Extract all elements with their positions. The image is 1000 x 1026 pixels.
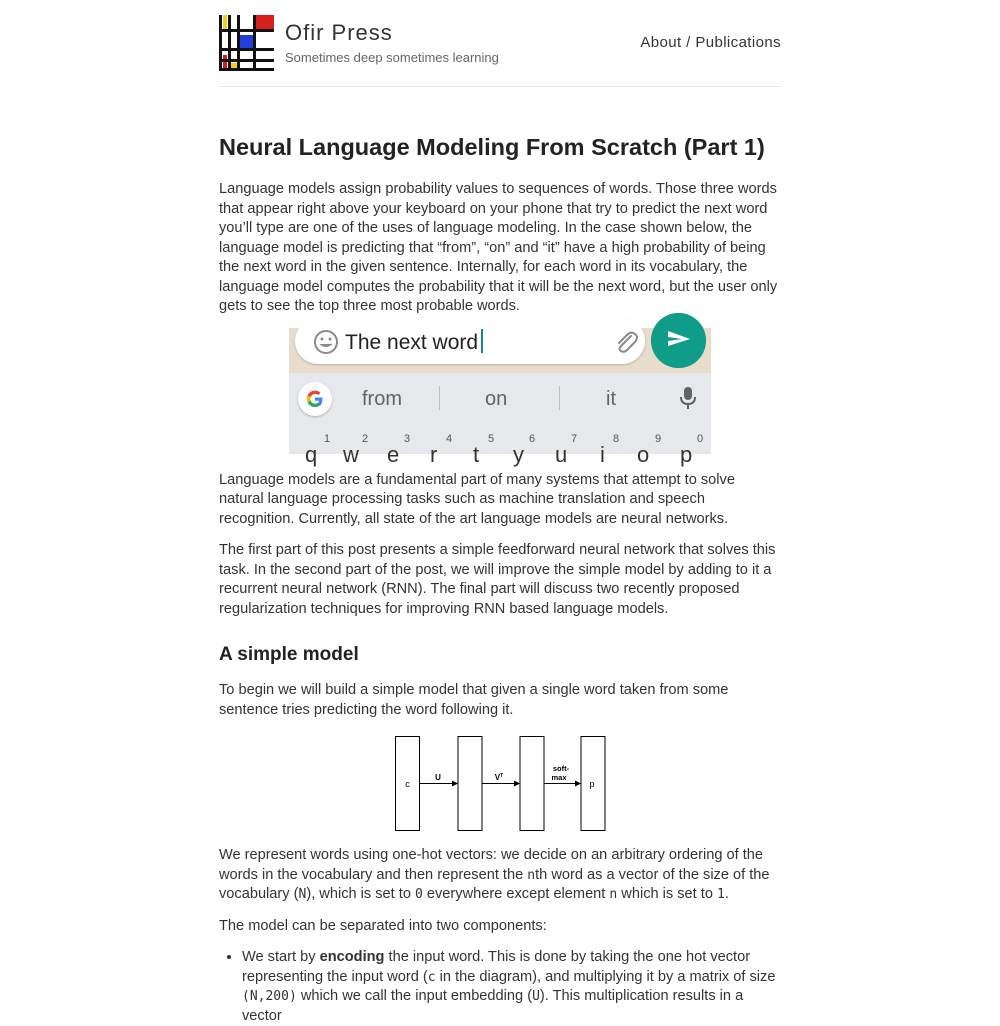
suggestion-separator (439, 386, 440, 410)
post-title: Neural Language Modeling From Scratch (Part 1) (219, 134, 765, 160)
component-list (219, 948, 781, 1026)
diagram-label-vt: $V^T$ (494, 773, 504, 782)
inline-code: n (527, 867, 536, 883)
send-icon (651, 313, 706, 368)
suggestion-on: on (485, 387, 508, 410)
key-letter: t (473, 441, 480, 467)
inline-code: 1 (717, 887, 725, 902)
key-letter: p (680, 441, 693, 467)
nav-separator: / (686, 34, 691, 51)
site-nav (640, 34, 781, 51)
key-digit: 5 (488, 432, 495, 445)
key-letter: y (513, 441, 524, 467)
diagram-label-c: c (405, 779, 410, 789)
message-input (295, 318, 645, 364)
key-letter: i (600, 441, 605, 467)
key-digit: 6 (529, 432, 536, 445)
diagram-label-softmax-1: soft- (552, 764, 570, 773)
key-letter: q (305, 441, 318, 467)
site-title-link[interactable]: Ofir Press (285, 20, 393, 45)
paperclip-icon (611, 328, 639, 356)
diagram-node-embedding (458, 737, 482, 831)
key-digit: 1 (324, 432, 331, 445)
inline-code: (N,200) (242, 989, 297, 1004)
inline-code: N (298, 887, 307, 902)
model-diagram (395, 736, 607, 832)
key-digit: 3 (404, 432, 411, 445)
inline-code: c (427, 969, 436, 985)
intro-paragraph: Language models assign probability values to sequences of words. Those three words that appear right above your keyboard on your phone that try to predict the next word you’ll type are one of the uses of language modeling. In the case shown below, the language model is predicting that “from”, “on” and “it” have a high probability of being the next word in the given sentence. Internally, for each word in its vocabulary, the language model computes the probability that it will be the next word, but the user only gets to see the top three most probable words. (219, 181, 778, 314)
nav-about-link[interactable]: About (640, 34, 682, 51)
inline-code: n (609, 887, 618, 902)
keyboard-screenshot (289, 328, 711, 467)
key-letter: w (343, 441, 359, 467)
site-header (219, 0, 781, 87)
page-container (219, 0, 781, 1026)
post (219, 132, 781, 1026)
message-input-text: The next word (345, 329, 483, 355)
key-letter: o (637, 441, 650, 467)
google-icon (298, 382, 332, 416)
key-digit: 7 (571, 432, 578, 445)
microphone-icon (678, 386, 698, 410)
list-item: • We start by encoding the input word. This is done by taking the one hot vector representing the input word (c in the diagram), and multiplying it by a matrix of size (N,200) which we call the input embedding (U). This multiplication results in a vector (242, 948, 781, 1026)
site-logo-icon[interactable] (219, 15, 274, 71)
inline-code: U (532, 989, 540, 1004)
diagram-node-logits (520, 737, 544, 831)
suggestion-from: from (362, 387, 402, 410)
diagram-label-p: p (589, 779, 595, 789)
paragraph-2: Language models are a fundamental part of many systems that attempt to solve natural language processing tasks such as machine translation and speech recognition. Currently, all state of the art language models are neural networks. (219, 471, 735, 527)
inline-code: 0 (415, 887, 423, 902)
key-digit: 9 (655, 432, 662, 445)
paragraph-3: The first part of this post presents a simple feedforward neural network that solves this task. In the second part of the post, we will improve the simple model by adding to it a recurrent neural network (RNN). The final part will discuss two recently proposed regularization techniques for improving RNN based language models. (219, 542, 776, 617)
emoji-icon (313, 329, 339, 355)
paragraph-6: The model can be separated into two components: (219, 917, 547, 934)
paragraph-5: We represent words using one-hot vectors: we decide on an arbitrary ordering of the words in the vocabulary and then represent the nth word as a vector of the size of the vocabulary (N), which is set to 0 everywhere except element n which is set to 1. (219, 847, 770, 902)
nav-publications-link[interactable]: Publications (695, 34, 781, 51)
suggestion-it: it (606, 387, 616, 410)
key-letter: r (430, 441, 438, 467)
key-digit: 4 (446, 432, 453, 445)
section-title-simple-model: A simple model (219, 644, 359, 665)
key-digit: 2 (362, 432, 369, 445)
site-tagline: Sometimes deep sometimes learning (285, 50, 499, 65)
keyboard-row (289, 423, 711, 467)
suggestion-bar (289, 373, 711, 423)
key-digit: 0 (697, 432, 704, 445)
text-cursor (481, 329, 483, 353)
suggestion-separator (559, 386, 560, 410)
paragraph-4: To begin we will build a simple model that given a single word taken from some sentence tries predicting the word following it. (219, 682, 729, 718)
diagram-label-softmax-2: max (551, 773, 567, 782)
key-digit: 8 (613, 432, 620, 445)
key-letter: e (387, 441, 400, 467)
key-letter: u (555, 441, 568, 467)
diagram-label-u: U (435, 773, 441, 782)
